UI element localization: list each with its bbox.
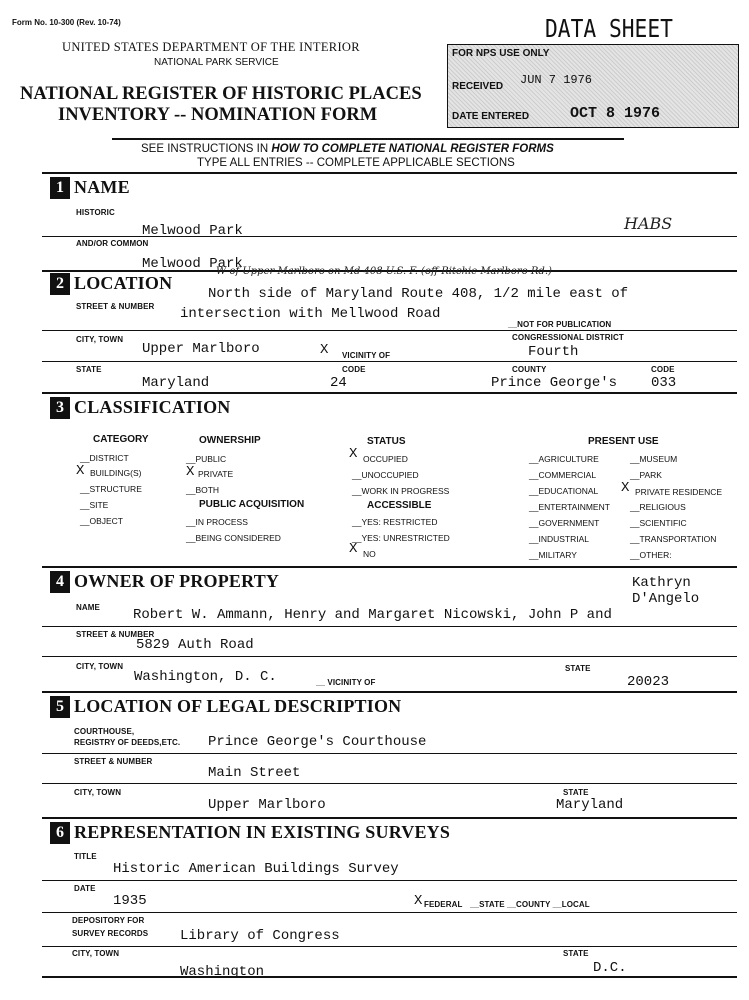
use-park: __PARK — [630, 470, 662, 480]
section-6-title: REPRESENTATION IN EXISTING SURVEYS — [74, 822, 451, 842]
use-educational: __EDUCATIONAL — [529, 486, 599, 496]
owner-name-continued-1: Kathryn — [632, 575, 691, 591]
category-building: BUILDING(S) — [90, 468, 142, 478]
congressional-district-label: CONGRESSIONAL DISTRICT — [512, 333, 624, 342]
owner-city-label: CITY, TOWN — [76, 662, 124, 671]
accessible-header: ACCESSIBLE — [367, 500, 432, 511]
section-4-title: OWNER OF PROPERTY — [74, 571, 280, 591]
owner-state: 20023 — [627, 674, 670, 690]
owner-street-rule — [42, 656, 737, 657]
legal-state: Maryland — [556, 797, 624, 813]
use-private-residence: PRIVATE RESIDENCE — [635, 487, 723, 497]
date-entered-label: DATE ENTERED — [452, 111, 530, 122]
historic-name: Melwood Park — [142, 223, 243, 239]
present-use-header: PRESENT USE — [588, 436, 659, 447]
owner-name-label: NAME — [76, 603, 100, 612]
historic-rule — [42, 236, 737, 237]
section-1-rule — [42, 172, 737, 174]
legal-street-label: STREET & NUMBER — [74, 757, 153, 766]
city-town-label: CITY, TOWN — [76, 335, 124, 344]
section-1-number: 1 — [50, 177, 70, 199]
access-restricted: __YES: RESTRICTED — [352, 517, 438, 527]
courthouse-label-1: COURTHOUSE, — [74, 727, 135, 736]
category-object: __OBJECT — [80, 516, 123, 526]
access-no: NO — [363, 549, 376, 559]
instructions-line-1 — [141, 143, 554, 155]
county-label: COUNTY — [512, 365, 547, 374]
private-mark: X — [186, 464, 195, 480]
department: UNITED STATES DEPARTMENT OF THE INTERIOR — [62, 40, 360, 54]
street-number-label: STREET & NUMBER — [76, 302, 155, 311]
no-mark: X — [349, 541, 358, 557]
street-rule — [42, 330, 737, 331]
form-title-2: INVENTORY -- NOMINATION FORM — [58, 105, 378, 125]
common-name: Melwood Park — [142, 256, 243, 272]
received-date: JUN 7 1976 — [520, 73, 593, 87]
section-5-title: LOCATION OF LEGAL DESCRIPTION — [74, 696, 402, 716]
category-structure: __STRUCTURE — [80, 484, 142, 494]
status-occupied: OCCUPIED — [363, 454, 408, 464]
vicinity-label: VICINITY OF — [342, 351, 391, 360]
bottom-rule — [42, 976, 737, 978]
status-header: STATUS — [367, 436, 406, 447]
county-code-label: CODE — [651, 365, 675, 374]
legal-street: Main Street — [208, 765, 301, 781]
form-title-1: NATIONAL REGISTER OF HISTORIC PLACES — [20, 84, 422, 104]
courthouse-rule — [42, 753, 737, 754]
service: NATIONAL PARK SERVICE — [154, 57, 279, 68]
not-for-publication: __NOT FOR PUBLICATION — [508, 320, 612, 329]
ownership-header: OWNERSHIP — [199, 435, 261, 446]
residence-mark: X — [621, 480, 630, 496]
survey-date: 1935 — [113, 893, 147, 909]
section-6-rule — [42, 817, 737, 819]
owner-city: Washington, D. C. — [134, 669, 277, 685]
depository-rule — [42, 946, 737, 947]
survey-title-label: TITLE — [74, 852, 97, 861]
legal-city-label: CITY, TOWN — [74, 788, 122, 797]
city-rule — [42, 361, 737, 362]
courthouse-label-2: REGISTRY OF DEEDS,ETC. — [74, 738, 181, 747]
use-religious: __RELIGIOUS — [630, 502, 686, 512]
use-government: __GOVERNMENT — [529, 518, 600, 528]
depository: Library of Congress — [180, 928, 340, 944]
category-district: __DISTRICT — [80, 453, 129, 463]
survey-city-label: CITY, TOWN — [72, 949, 120, 958]
owner-street: 5829 Auth Road — [136, 637, 254, 653]
survey-date-label: DATE — [74, 884, 96, 893]
owner-state-label: STATE — [565, 664, 591, 673]
owner-vicinity-label: __ VICINITY OF — [316, 678, 376, 687]
use-commercial: __COMMERCIAL — [529, 470, 597, 480]
survey-state: D.C. — [593, 960, 627, 976]
federal-mark: X — [414, 893, 423, 909]
section-3-title: CLASSIFICATION — [74, 397, 231, 417]
occupied-mark: X — [349, 446, 358, 462]
ownership-public: __PUBLIC — [186, 454, 227, 464]
state-code-label: CODE — [342, 365, 366, 374]
instructions-title: HOW TO COMPLETE NATIONAL REGISTER FORMS — [271, 143, 554, 155]
use-agriculture: __AGRICULTURE — [529, 454, 599, 464]
section-2-number: 2 — [50, 273, 70, 295]
received-label: RECEIVED — [452, 81, 504, 92]
state: Maryland — [142, 375, 210, 391]
historic-label: HISTORIC — [76, 208, 115, 217]
county-code: 033 — [651, 375, 677, 391]
section-6-number: 6 — [50, 822, 70, 844]
section-5-number: 5 — [50, 696, 70, 718]
legal-city: Upper Marlboro — [208, 797, 326, 813]
public-acquisition-header: PUBLIC ACQUISITION — [199, 499, 305, 510]
survey-state-label: STATE — [563, 949, 589, 958]
header-rule — [112, 138, 624, 140]
category-header: CATEGORY — [93, 434, 149, 445]
category-site: __SITE — [80, 500, 109, 510]
status-unoccupied: __UNOCCUPIED — [352, 470, 419, 480]
common-name-label: AND/OR COMMON — [76, 239, 149, 248]
state-code: 24 — [330, 375, 347, 391]
ownership-both: __BOTH — [186, 485, 220, 495]
survey-title-rule — [42, 880, 737, 881]
street-address-2: intersection with Mellwood Road — [180, 306, 441, 322]
use-museum: __MUSEUM — [630, 454, 678, 464]
use-other: __OTHER: — [630, 550, 672, 560]
city-town: Upper Marlboro — [142, 341, 260, 357]
legal-state-label: STATE — [563, 788, 589, 797]
depository-label-2: SURVEY RECORDS — [72, 929, 149, 938]
owner-name: Robert W. Ammann, Henry and Margaret Nicowski, John P and — [133, 607, 612, 623]
use-military: __MILITARY — [529, 550, 577, 560]
vicinity-mark: X — [320, 342, 329, 358]
street-address-1: North side of Maryland Route 408, 1/2 mile east of — [208, 286, 629, 302]
survey-city: Washington — [180, 964, 265, 980]
use-scientific: __SCIENTIFIC — [630, 518, 687, 528]
depository-label-1: DEPOSITORY FOR — [72, 916, 145, 925]
building-mark: X — [76, 463, 85, 479]
courthouse: Prince George's Courthouse — [208, 734, 427, 750]
section-3-number: 3 — [50, 397, 70, 419]
nps-use-box — [447, 44, 739, 128]
ownership-private: PRIVATE — [198, 469, 234, 479]
federal-label: FEDERAL — [424, 900, 463, 909]
form-number: Form No. 10-300 (Rev. 10-74) — [12, 18, 121, 27]
use-industrial: __INDUSTRIAL — [529, 534, 589, 544]
date-entered-value: OCT 8 1976 — [570, 105, 661, 122]
state-label: STATE — [76, 365, 102, 374]
section-4-number: 4 — [50, 571, 70, 593]
instructions-line-2: TYPE ALL ENTRIES -- COMPLETE APPLICABLE SECTIONS — [197, 157, 515, 169]
owner-street-label: STREET & NUMBER — [76, 630, 155, 639]
section-2-title: LOCATION — [74, 273, 173, 293]
county: Prince George's — [491, 375, 618, 391]
owner-name-continued-2: D'Angelo — [632, 591, 700, 607]
instructions-prefix: SEE INSTRUCTIONS IN — [141, 143, 272, 155]
congressional-district: Fourth — [528, 344, 579, 360]
status-work-in-progress: __WORK IN PROGRESS — [352, 486, 450, 496]
legal-street-rule — [42, 783, 737, 784]
acquisition-considered: __BEING CONSIDERED — [186, 533, 281, 543]
location-handwritten-note: W of Upper Marlboro on Md 408 U.S. F. (off Ritchie Marlboro Rd.) — [216, 266, 552, 277]
use-entertainment: __ENTERTAINMENT — [529, 502, 610, 512]
survey-levels: __STATE __COUNTY __LOCAL — [470, 900, 590, 909]
use-transportation: __TRANSPORTATION — [630, 534, 717, 544]
data-sheet-label: DATA SHEET — [545, 14, 673, 43]
section-5-rule — [42, 691, 737, 693]
owner-name-rule — [42, 626, 737, 627]
acquisition-in-process: __IN PROCESS — [186, 517, 248, 527]
access-unrestricted: __YES: UNRESTRICTED — [352, 533, 450, 543]
habs-annotation: HABS — [624, 214, 673, 233]
nps-use-label: FOR NPS USE ONLY — [452, 48, 550, 59]
section-4-rule — [42, 566, 737, 568]
section-3-rule — [42, 392, 737, 394]
survey-title: Historic American Buildings Survey — [113, 861, 399, 877]
section-1-title: NAME — [74, 177, 130, 197]
survey-date-rule — [42, 912, 737, 913]
